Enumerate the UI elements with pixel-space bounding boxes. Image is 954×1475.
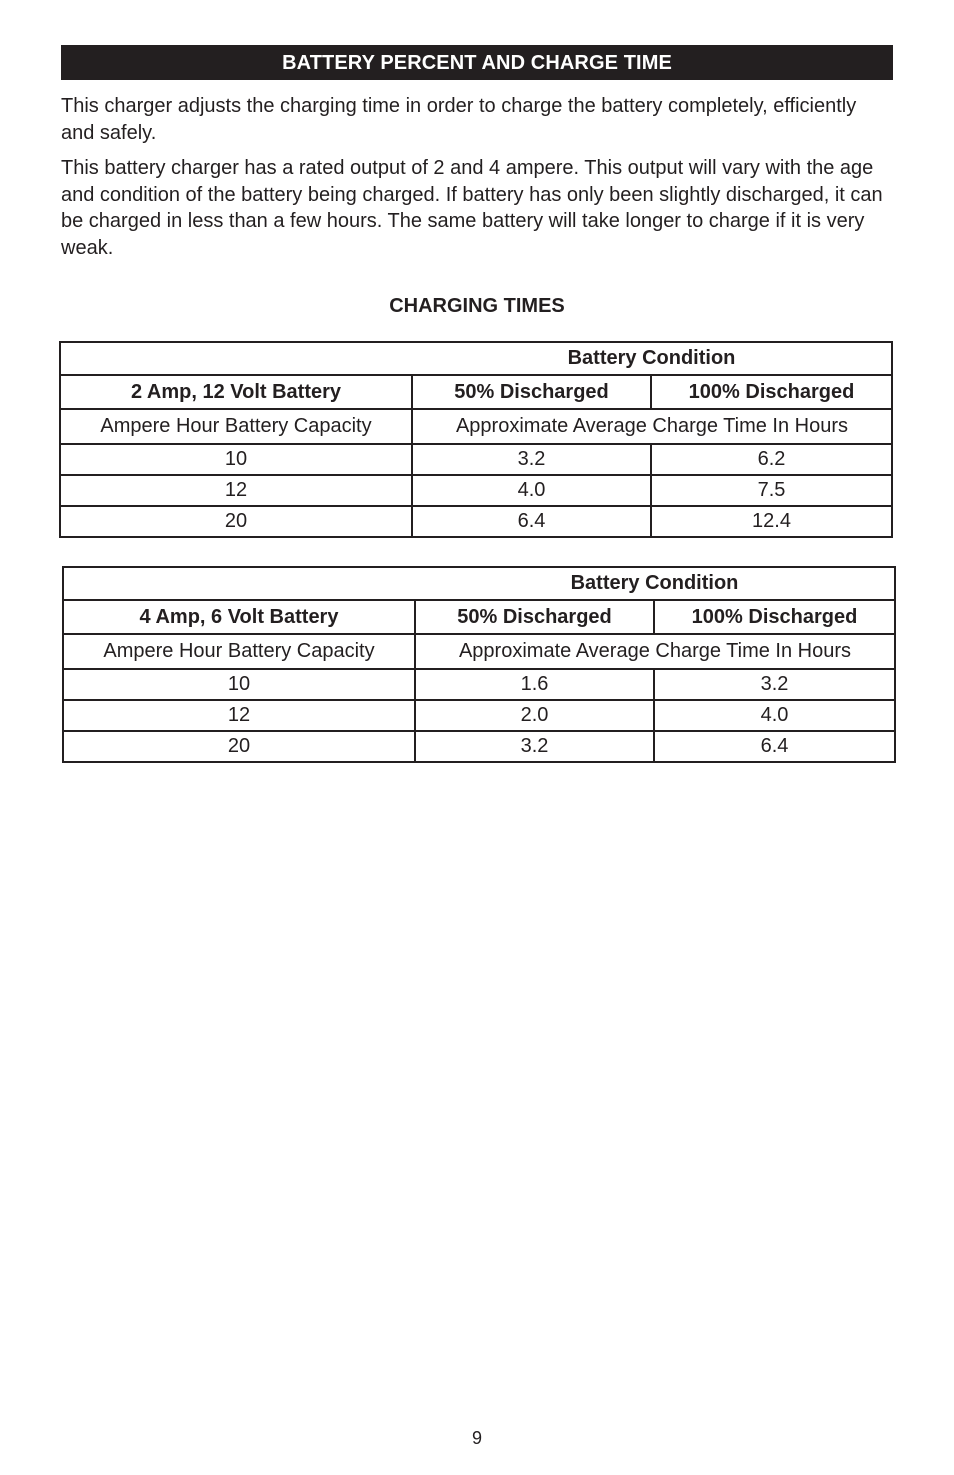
half-time-cell: 3.2 <box>412 444 651 475</box>
half-time-cell: 1.6 <box>415 669 654 700</box>
capacity-cell: 10 <box>60 444 412 475</box>
table-row <box>60 506 892 537</box>
full-time-cell: 6.2 <box>651 444 892 475</box>
full-time-cell: 12.4 <box>651 506 892 537</box>
half-time-cell: 2.0 <box>415 700 654 731</box>
full-discharged-header: 100% Discharged <box>654 600 895 634</box>
table-row <box>60 342 892 375</box>
full-time-cell: 6.4 <box>654 731 895 762</box>
capacity-label: Ampere Hour Battery Capacity <box>60 409 412 444</box>
table-row <box>63 669 895 700</box>
capacity-label: Ampere Hour Battery Capacity <box>63 634 415 669</box>
table-row <box>63 600 895 634</box>
battery-condition-header: Battery Condition <box>412 342 892 375</box>
output-paragraph: This battery charger has a rated output of 2 and 4 ampere. This output will vary with the age and condition of the battery being charged. If battery has only been slightly discharged, it can be charged in less than a few hours. The same battery will take longer to charge if it is very weak. <box>61 157 883 259</box>
table-row <box>63 634 895 669</box>
full-time-cell: 7.5 <box>651 475 892 506</box>
half-discharged-header: 50% Discharged <box>412 375 651 409</box>
capacity-cell: 20 <box>63 731 415 762</box>
charge-table-2amp <box>59 341 893 538</box>
table-row <box>60 475 892 506</box>
charge-time-label: Approximate Average Charge Time In Hours <box>412 409 892 444</box>
battery-type-header: 2 Amp, 12 Volt Battery <box>60 375 412 409</box>
section-title: BATTERY PERCENT AND CHARGE TIME <box>61 45 893 80</box>
charge-table-4amp <box>62 566 896 763</box>
half-time-cell: 3.2 <box>415 731 654 762</box>
battery-type-header: 4 Amp, 6 Volt Battery <box>63 600 415 634</box>
capacity-cell: 10 <box>63 669 415 700</box>
table-row <box>63 700 895 731</box>
table-cell-empty <box>63 567 415 600</box>
battery-condition-header: Battery Condition <box>415 567 895 600</box>
capacity-cell: 20 <box>60 506 412 537</box>
table-row <box>63 567 895 600</box>
charging-times-heading: CHARGING TIMES <box>389 295 565 317</box>
capacity-cell: 12 <box>60 475 412 506</box>
charge-time-label: Approximate Average Charge Time In Hours <box>415 634 895 669</box>
table-row <box>63 731 895 762</box>
table-row <box>60 375 892 409</box>
table-row <box>60 444 892 475</box>
capacity-cell: 12 <box>63 700 415 731</box>
full-time-cell: 3.2 <box>654 669 895 700</box>
page-number: 9 <box>471 1428 482 1448</box>
half-time-cell: 4.0 <box>412 475 651 506</box>
half-time-cell: 6.4 <box>412 506 651 537</box>
half-discharged-header: 50% Discharged <box>415 600 654 634</box>
table-row <box>60 409 892 444</box>
table-cell-empty <box>60 342 412 375</box>
full-discharged-header: 100% Discharged <box>651 375 892 409</box>
intro-paragraph: This charger adjusts the charging time in order to charge the battery completely, efficiently and safely. <box>61 95 857 144</box>
full-time-cell: 4.0 <box>654 700 895 731</box>
